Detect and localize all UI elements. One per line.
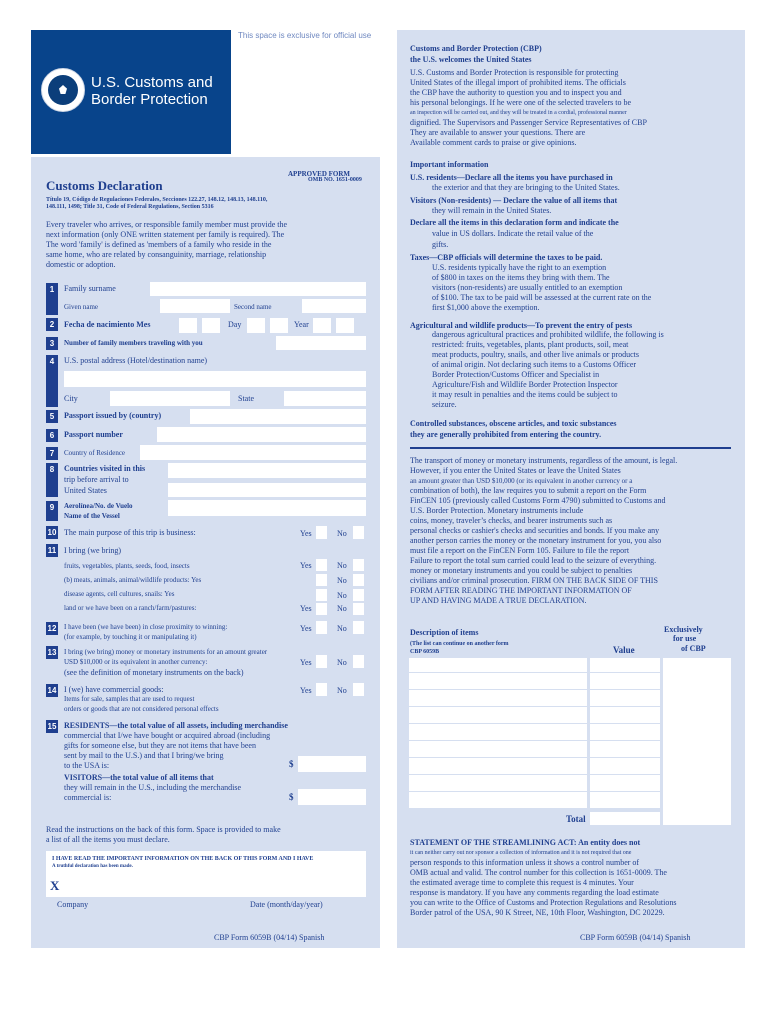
agri-line: of animal origin. Not declaring such items to a Customs Officer bbox=[432, 360, 637, 369]
fruits-label: fruits, vegetables, plants, seeds, food, insects bbox=[64, 562, 190, 570]
table-row bbox=[409, 706, 660, 707]
logo-line-2: Border Protection bbox=[91, 91, 208, 108]
visitors-value-input[interactable] bbox=[298, 789, 366, 805]
table-row bbox=[409, 723, 660, 724]
state-label: State bbox=[238, 394, 254, 403]
residence-country-input[interactable] bbox=[140, 445, 366, 460]
countries-visited-input-2[interactable] bbox=[168, 483, 366, 497]
statement-line: it can neither carry out nor sponsor a collection of information and it is not required that one bbox=[410, 850, 632, 856]
question-number-4: 4 bbox=[46, 355, 58, 407]
agri-line: restricted: fruits, vegetables, plants, plant products, soil, meat bbox=[432, 340, 629, 349]
residents-line: commercial that I/we have bought or acquired abroad (including bbox=[64, 731, 271, 740]
city-label: City bbox=[64, 394, 78, 403]
money-label-1: I bring (we bring) money or monetary instruments for an amount greater bbox=[64, 648, 268, 656]
table-row bbox=[409, 672, 660, 673]
ranch-label: land or we have been on a ranch/farm/pastures: bbox=[64, 604, 197, 612]
date-label: Date (month/day/year) bbox=[250, 900, 323, 909]
statement-line: Border patrol of the USA, 90 K Street, NE, 10th Floor, Washington, DC 20229. bbox=[410, 908, 665, 917]
cbp-use-column bbox=[663, 658, 731, 825]
table-row bbox=[409, 757, 660, 758]
second-name-input[interactable] bbox=[302, 299, 366, 313]
question-number-2: 2 bbox=[46, 318, 58, 331]
question-number-1: 1 bbox=[46, 283, 58, 315]
agri-line: Border Protection/Customs Officer and Specialist in bbox=[432, 370, 600, 379]
residents-line: gifts for someone else, but they are not items that have been bbox=[64, 741, 256, 750]
total-label: Total bbox=[566, 814, 586, 824]
us-residents-title: U.S. residents—Declare all the items you have purchased in bbox=[410, 173, 613, 182]
birth-year-input-2[interactable] bbox=[336, 318, 354, 333]
agri-line: it may result in penalties and the items could be subject to bbox=[432, 390, 618, 399]
countries-visited-label-2: trip before arrival to bbox=[64, 475, 129, 484]
visitors-line: they will remain in the U.S., including the merchandise bbox=[64, 783, 242, 792]
ranch-no-checkbox[interactable] bbox=[353, 603, 364, 615]
table-row bbox=[409, 774, 660, 775]
instructions-line-2: a list of all the items you must declare. bbox=[46, 835, 170, 844]
taxes-paragraph bbox=[432, 263, 651, 313]
legal-reference-2: 148.111, 1498; Title 31, Code of Federal Regulations, Section 5316 bbox=[46, 204, 214, 210]
residents-value-input[interactable] bbox=[298, 756, 366, 772]
agri-line: meat products, poultry, snails, and other live animals or products bbox=[432, 350, 639, 359]
vessel-name-label: Name of the Vessel bbox=[64, 512, 120, 520]
important-info-title: Important information bbox=[410, 160, 489, 169]
intro-line: next information (only ONE written statement per family is required). The bbox=[46, 230, 285, 239]
table-row bbox=[409, 791, 660, 792]
cbp-use-header-1: Exclusively bbox=[664, 625, 703, 634]
no-label: No bbox=[337, 686, 347, 695]
family-members-input[interactable] bbox=[276, 336, 366, 350]
money-line: personal checks or cashier's checks and securities and bonds. If you make any bbox=[410, 526, 660, 535]
money-line: U.S. Border Protection. Monetary instruments include bbox=[410, 506, 584, 515]
question-number-11: 11 bbox=[47, 546, 57, 555]
cbp-paragraph bbox=[410, 68, 647, 148]
money-line: combination of both), the law requires you to submit a report on the Form bbox=[410, 486, 647, 495]
birth-month-input-1[interactable] bbox=[179, 318, 197, 333]
table-row bbox=[409, 740, 660, 741]
intro-line: same home, who are related by consanguinity, marriage, relationship bbox=[46, 250, 267, 259]
visitors-value-text bbox=[64, 783, 241, 803]
money-no-checkbox[interactable] bbox=[353, 655, 364, 668]
agricultural-title: Agricultural and wildlife products—To prevent the entry of pests bbox=[410, 321, 633, 330]
cbp-line: the CBP have the authority to question you and to inspect you and bbox=[410, 88, 622, 97]
passport-country-input[interactable] bbox=[190, 409, 366, 424]
money-line: must file a report on the FinCEN Form 105. Failure to file the report bbox=[410, 546, 630, 555]
proximity-label-2: (for example, by touching it or manipulating it) bbox=[64, 633, 197, 641]
cbp-line: dignified. The Supervisors and Passenger Service Representatives of CBP bbox=[410, 118, 647, 127]
question-number-12: 12 bbox=[47, 624, 57, 633]
birth-day-input-1[interactable] bbox=[247, 318, 265, 333]
proximity-label-1: I have been (we have been) in close proximity to winning: bbox=[64, 623, 228, 631]
signature-x-mark: X bbox=[50, 878, 60, 893]
year-label: Year bbox=[294, 320, 309, 329]
section-divider bbox=[410, 447, 731, 449]
postal-address-input[interactable] bbox=[64, 371, 366, 387]
items-description-subtitle: (The list can continue on another form bbox=[410, 641, 509, 647]
money-label-3: (see the definition of monetary instruments on the back) bbox=[64, 668, 244, 677]
question-number-6: 6 bbox=[46, 429, 58, 442]
meats-no-checkbox[interactable] bbox=[353, 574, 364, 586]
welcome-title: the U.S. welcomes the United States bbox=[410, 55, 532, 64]
money-line: UP AND HAVING MADE A TRUE DECLARATION. bbox=[410, 596, 587, 605]
certification-line-2: A truthful declaration has been made. bbox=[52, 864, 133, 869]
declare-all-text-2: gifts. bbox=[432, 240, 449, 249]
no-label: No bbox=[337, 658, 347, 667]
no-label: No bbox=[337, 591, 347, 600]
question-number-13: 13 bbox=[47, 648, 57, 657]
city-input[interactable] bbox=[110, 391, 230, 406]
commercial-no-checkbox[interactable] bbox=[353, 683, 364, 696]
countries-visited-label-3: United States bbox=[64, 486, 107, 495]
total-value-input[interactable] bbox=[590, 812, 660, 825]
residents-value-text bbox=[64, 731, 270, 771]
money-line: another person carries the money or the monetary instrument for you, you also bbox=[410, 536, 662, 545]
yes-label: Yes bbox=[300, 686, 312, 695]
approved-form: APPROVED FORM bbox=[288, 170, 351, 178]
cbp-line: United States of the illegal import of prohibited items. The officials bbox=[410, 78, 626, 87]
statement-line: response is mandatory. If you have any comments regarding the load estimate bbox=[410, 888, 659, 897]
items-description-column[interactable] bbox=[409, 658, 587, 808]
intro-line: The word 'family' is defined as 'members of a family who reside in the bbox=[46, 240, 272, 249]
passport-number-label: Passport number bbox=[64, 430, 123, 439]
items-description-title: Description of items bbox=[410, 628, 479, 637]
money-label-2: USD $10,000 or its equivalent in another currency: bbox=[64, 658, 208, 666]
question-number-9: 9 bbox=[46, 501, 58, 521]
question-number-5: 5 bbox=[46, 410, 58, 423]
postal-address-label: U.S. postal address (Hotel/destination name) bbox=[64, 356, 208, 365]
money-paragraph bbox=[410, 456, 677, 606]
certification-line-1: I HAVE READ THE IMPORTANT INFORMATION ON THE BACK OF THIS FORM AND I HAVE bbox=[52, 856, 314, 862]
birth-year-input-1[interactable] bbox=[313, 318, 331, 333]
residents-value-title: RESIDENTS—the total value of all assets, including merchandise bbox=[64, 721, 288, 730]
passport-number-input[interactable] bbox=[157, 427, 366, 442]
birth-date-label: Fecha de nacimiento Mes bbox=[64, 320, 151, 329]
money-line: Failure to report the total sum carried could lead to the seizure of everything. bbox=[410, 556, 657, 565]
question-number-7: 7 bbox=[46, 447, 58, 460]
official-use-note: This space is exclusive for official use bbox=[238, 31, 372, 40]
items-bring-label: I bring (we bring) bbox=[64, 546, 122, 555]
controlled-substances-text: they are generally prohibited from entering the country. bbox=[410, 430, 602, 439]
cbp-use-header-3: of CBP bbox=[681, 644, 706, 653]
disease-yes-checkbox[interactable] bbox=[316, 589, 327, 601]
proximity-no-checkbox[interactable] bbox=[353, 621, 364, 634]
cbp-line: an inspection will be carried out, and they will be treated in a cordial, professional manner bbox=[410, 110, 627, 116]
birth-day-input-2[interactable] bbox=[270, 318, 288, 333]
intro-paragraph bbox=[46, 220, 287, 270]
streamlining-act-title: STATEMENT OF THE STREAMLINING ACT: An entity does not bbox=[410, 838, 641, 847]
disease-no-checkbox[interactable] bbox=[353, 589, 364, 601]
birth-month-input-2[interactable] bbox=[202, 318, 220, 333]
fruits-yes-checkbox[interactable] bbox=[316, 559, 327, 571]
disease-agents-label: disease agents, cell cultures, snails: Yes bbox=[64, 590, 175, 598]
money-line: civilians and/or criminal prosecution. FIRM ON THE BACK SIDE OF THIS bbox=[410, 576, 658, 585]
family-surname-label: Family surname bbox=[64, 284, 116, 293]
family-surname-input[interactable] bbox=[150, 282, 366, 296]
question-number-15: 15 bbox=[47, 722, 57, 731]
agri-line: dangerous agricultural practices and prohibited wildlife, the following is bbox=[432, 330, 664, 339]
visitors-title: Visitors (Non-residents) — Declare the value of all items that bbox=[410, 196, 618, 205]
intro-line: Every traveler who arrives, or responsible family member must provide the bbox=[46, 220, 288, 229]
no-label: No bbox=[337, 529, 347, 538]
statement-line: person responds to this information unless it shows a control number of bbox=[410, 858, 640, 867]
countries-visited-input-1[interactable] bbox=[168, 463, 366, 478]
cbp-logo-block bbox=[31, 30, 231, 154]
state-input[interactable] bbox=[284, 391, 366, 406]
commercial-goods-desc-2: orders or goods that are not considered personal effects bbox=[64, 705, 219, 713]
taxes-line: of $800 in taxes on the items they bring with them. The bbox=[432, 273, 610, 282]
flight-number-input[interactable] bbox=[168, 500, 366, 516]
no-label: No bbox=[337, 624, 347, 633]
items-value-column[interactable] bbox=[590, 658, 660, 808]
us-residents-text: the exterior and that they are bringing to the United States. bbox=[432, 183, 620, 192]
agency-name bbox=[91, 74, 213, 108]
question-number-8: 8 bbox=[46, 463, 58, 497]
visitors-text: they will remain in the United States. bbox=[432, 206, 552, 215]
agri-line: Agriculture/Fish and Wildlife Border Protection Inspector bbox=[432, 380, 618, 389]
cbp-use-header-2: for use bbox=[673, 634, 697, 643]
streamlining-act-paragraph bbox=[410, 848, 676, 918]
proximity-yes-checkbox[interactable] bbox=[316, 621, 327, 634]
no-label: No bbox=[337, 561, 347, 570]
taxes-line: first $1,000 above the exemption. bbox=[432, 303, 540, 312]
no-label: No bbox=[337, 576, 347, 585]
visitors-value-title: VISITORS—the total value of all items that bbox=[64, 773, 214, 782]
money-line: money or monetary instruments and you could be subject to penalties bbox=[410, 566, 633, 575]
controlled-substances-title: Controlled substances, obscene articles, and toxic substances bbox=[410, 419, 617, 428]
table-row bbox=[409, 689, 660, 690]
ranch-yes-checkbox[interactable] bbox=[316, 603, 327, 615]
dollar-sign: $ bbox=[289, 792, 294, 802]
yes-label: Yes bbox=[300, 658, 312, 667]
commercial-yes-checkbox[interactable] bbox=[316, 683, 327, 696]
cbp-line: They are available to answer your questions. There are bbox=[410, 128, 586, 137]
business-no-checkbox[interactable] bbox=[353, 526, 364, 539]
fruits-no-checkbox[interactable] bbox=[353, 559, 364, 571]
given-name-input[interactable] bbox=[160, 299, 230, 313]
cbp-title: Customs and Border Protection (CBP) bbox=[410, 44, 542, 53]
dhs-seal-icon bbox=[41, 68, 85, 112]
taxes-line: visitors (non-residents) are usually entitled to an exemption bbox=[432, 283, 623, 292]
commercial-goods-desc-1: Items for sale, samples that are used to request bbox=[64, 695, 195, 703]
question-number-14: 14 bbox=[47, 686, 57, 695]
residence-country-label: Country of Residence bbox=[64, 449, 126, 457]
commercial-goods-label: I (we) have commercial goods: bbox=[64, 685, 164, 694]
question-number-10: 10 bbox=[47, 528, 57, 537]
money-line: FinCEN 105 (previously called Customs Form 4790) submitted to Customs and bbox=[410, 496, 666, 505]
money-line: an amount greater than USD $10,000 (or its equivalent in another currency or a bbox=[410, 477, 633, 485]
meats-label: (b) meats, animals, animal/wildlife products: Yes bbox=[64, 576, 202, 584]
countries-visited-label-1: Countries visited in this bbox=[64, 464, 146, 473]
money-line: FORM AFTER READING THE IMPORTANT INFORMATION OF bbox=[410, 586, 632, 595]
cbp-line: Available comment cards to praise or give opinions. bbox=[410, 138, 577, 147]
given-name-label: Given name bbox=[64, 303, 99, 311]
taxes-line: of $100. The tax to be paid will be assessed at the current rate on the bbox=[432, 293, 652, 302]
taxes-line: U.S. residents typically have the right to an exemption bbox=[432, 263, 607, 272]
taxes-title: Taxes—CBP officials will determine the taxes to be paid. bbox=[410, 253, 603, 262]
yes-label: Yes bbox=[300, 624, 312, 633]
value-column-header: Value bbox=[613, 645, 635, 655]
omb-number: OMB NO. 1651-0009 bbox=[308, 177, 362, 183]
instructions-line-1: Read the instructions on the back of this form. Space is provided to make bbox=[46, 825, 281, 834]
yes-label: Yes bbox=[300, 561, 312, 570]
flight-number-label: Aerolínea/No. de Vuelo bbox=[64, 502, 133, 510]
business-yes-checkbox[interactable] bbox=[316, 526, 327, 539]
intro-line: domestic or adoption. bbox=[46, 260, 116, 269]
money-line: The transport of money or monetary instruments, regardless of the amount, is legal. bbox=[410, 456, 678, 465]
meats-yes-checkbox[interactable] bbox=[316, 574, 327, 586]
statement-line: OMB actual and valid. The control number for this collection is 1651-0009. The bbox=[410, 868, 667, 877]
family-members-label: Number of family members traveling with you bbox=[64, 339, 203, 347]
money-yes-checkbox[interactable] bbox=[316, 655, 327, 668]
visitors-line: commercial is: bbox=[64, 793, 112, 802]
statement-line: the estimated average time to complete this request is 4 minutes. Your bbox=[410, 878, 634, 887]
form-title: Customs Declaration bbox=[46, 178, 163, 193]
money-line: coins, money, traveler’s checks, and bearer instruments such as bbox=[410, 516, 613, 525]
money-line: However, if you enter the United States or leave the United States bbox=[410, 466, 621, 475]
no-label: No bbox=[337, 604, 347, 613]
logo-line-1: U.S. Customs and bbox=[91, 74, 213, 91]
declare-all-title: Declare all the items in this declaration form and indicate the bbox=[410, 218, 619, 227]
statement-line: you can write to the Office of Customs and Protection Regulations and Resolutions bbox=[410, 898, 677, 907]
items-form-number: CBP 6059B bbox=[410, 649, 440, 655]
dollar-sign: $ bbox=[289, 759, 294, 769]
residents-line: sent by mail to the U.S.) and that I bring/we bring bbox=[64, 751, 224, 760]
second-name-label: Second name bbox=[234, 303, 272, 311]
yes-label: Yes bbox=[300, 604, 312, 613]
yes-label: Yes bbox=[300, 529, 312, 538]
cbp-line: U.S. Customs and Border Protection is responsible for protecting bbox=[410, 68, 619, 77]
form-identifier: CBP Form 6059B (04/14) Spanish bbox=[580, 933, 691, 942]
company-label: Company bbox=[57, 900, 89, 909]
residents-line: to the USA is: bbox=[64, 761, 110, 770]
business-purpose-label: The main purpose of this trip is business: bbox=[64, 528, 196, 537]
declare-all-text-1: value in US dollars. Indicate the retail value of the bbox=[432, 229, 594, 238]
day-label: Day bbox=[228, 320, 242, 329]
cbp-line: his personal belongings. If he were one of the selected travelers to be bbox=[410, 98, 632, 107]
agri-line: seizure. bbox=[432, 400, 457, 409]
form-identifier: CBP Form 6059B (04/14) Spanish bbox=[214, 933, 325, 942]
passport-country-label: Passport issued by (country) bbox=[64, 411, 162, 420]
question-number-3: 3 bbox=[46, 337, 58, 350]
agricultural-paragraph bbox=[432, 330, 664, 410]
legal-reference-1: Título 19, Código de Regulaciones Federales, Secciones 122.27, 148.12, 148.13, 148.110, bbox=[46, 197, 268, 203]
